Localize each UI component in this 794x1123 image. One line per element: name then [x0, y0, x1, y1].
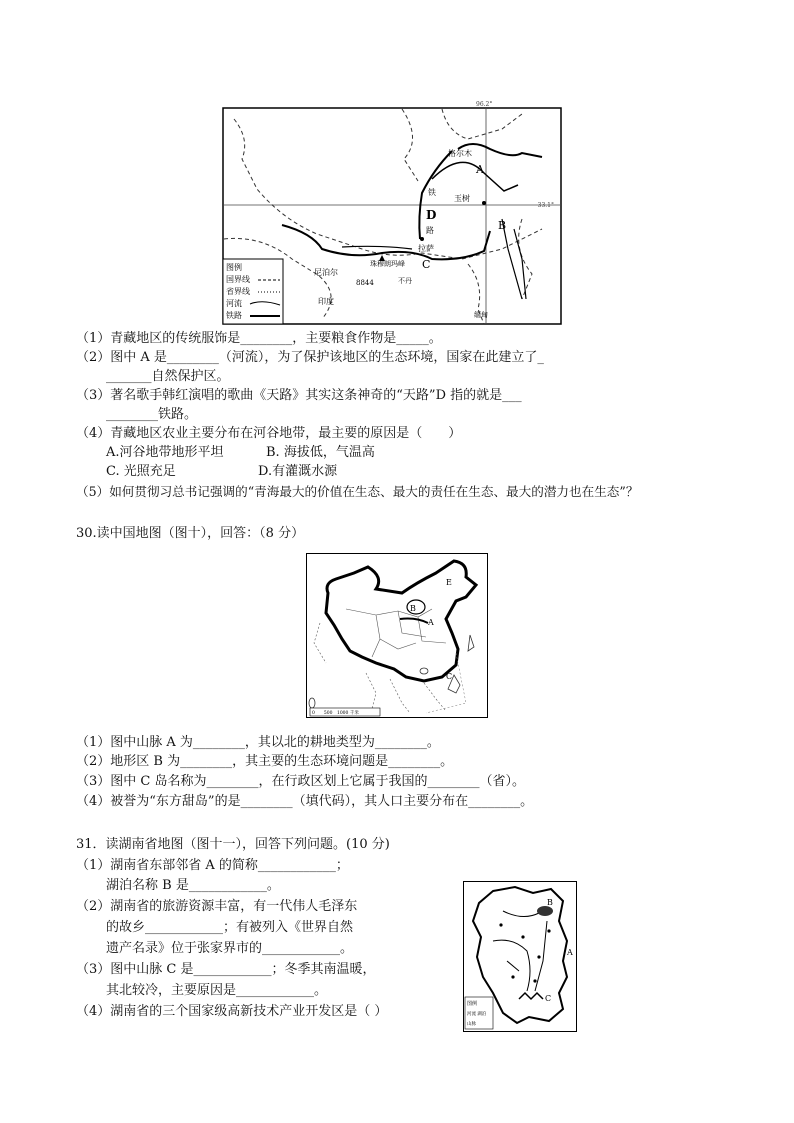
- q31-part2: （2）湖南省的旅游资源丰富，有一代伟人毛泽东: [76, 899, 358, 914]
- q31-title: 31．读湖南省地图（图十一），回答下列问题。(10 分): [76, 837, 390, 852]
- q29-part4: （4）青藏地区农业主要分布在河谷地带，最主要的原因是（ ）: [76, 426, 462, 441]
- lhasa-label: 拉萨: [418, 244, 434, 253]
- map1-legend: [223, 259, 283, 324]
- hunan-legend-title: 图例: [467, 1001, 478, 1007]
- q31-part1: （1）湖南省东部邻省 A 的简称____________；: [76, 858, 349, 873]
- q31-part2-cont2: 遗产名录》位于张家界市的____________。: [106, 941, 354, 956]
- letter-c: C: [422, 258, 431, 271]
- china-letter-c: C: [446, 672, 453, 681]
- q29-part2-cont: _______自然保护区。: [106, 369, 230, 384]
- q30-part4: （4）被誉为“东方甜岛”的是________（填代码），其人口主要分布在________。: [76, 794, 534, 809]
- q31-part4: （4）湖南省的三个国家级高新技术产业开发区是（ ）: [76, 1004, 388, 1019]
- bhutan-label: 不丹: [398, 277, 412, 285]
- letter-a: A: [476, 163, 484, 176]
- china-map: [306, 553, 488, 718]
- legend-title: 图例: [226, 263, 242, 272]
- q29-option-b: B. 海拔低，气温高: [266, 445, 375, 460]
- map3-legend: [465, 997, 493, 1029]
- height-label: 8844: [356, 279, 374, 287]
- latitude-label: 33.1°: [537, 202, 554, 209]
- china-letter-a: A: [428, 618, 434, 627]
- china-scale: 0 500 1000 千米: [312, 711, 359, 716]
- legend-provincial: 省界线: [226, 287, 250, 296]
- longitude-label: 96.2°: [476, 101, 493, 108]
- q29-part1: （1）青藏地区的传统服饰是________，主要粮食作物是_____。: [76, 331, 442, 346]
- q29-part3-cont: ________铁路。: [106, 407, 198, 422]
- lu-label: 路: [426, 226, 434, 235]
- q29-part3: （3）著名歌手韩红演唱的歌曲《天路》其实这条神奇的“天路”D 指的就是___: [76, 388, 522, 403]
- everest-label: 珠穆朗玛峰: [370, 260, 405, 268]
- china-letter-e: E: [446, 578, 452, 587]
- india-label: 印度: [318, 297, 334, 306]
- myanmar-label: 缅甸: [474, 311, 488, 319]
- qinghai-tibet-map: [222, 99, 562, 325]
- q29-option-a: A.河谷地带地形平坦: [106, 445, 224, 460]
- legend-river: 河流: [226, 299, 242, 308]
- yushu-label: 玉树: [454, 194, 470, 203]
- nepal-label: 尼泊尔: [314, 268, 338, 277]
- golmud-label: 格尔木: [448, 149, 472, 158]
- q31-part2-cont1: 的故乡____________；有被列入《世界自然: [106, 920, 354, 935]
- hunan-letter-a: A: [567, 948, 573, 957]
- q30-part2: （2）地形区 B 为________，其主要的生态环境问题是________。: [76, 754, 454, 769]
- q29-part5: （5）如何贯彻习总书记强调的“青海最大的价值在生态、最大的责任在生态、最大的潜力也在生态”？: [76, 484, 639, 499]
- q30-part3: （3）图中 C 岛名称为________，在行政区划上它属于我国的________（省）。: [76, 774, 525, 789]
- q30-part1: （1）图中山脉 A 为________，其以北的耕地类型为________。: [76, 735, 440, 750]
- q29-option-d: D.有灌溉水源: [258, 464, 338, 479]
- hunan-legend-mountain: 山脉: [467, 1022, 476, 1027]
- q31-part1-cont: 湖泊名称 B 是____________。: [106, 878, 280, 893]
- hunan-letter-c: C: [545, 994, 552, 1003]
- china-letter-b: B: [410, 604, 416, 613]
- q31-part3: （3）图中山脉 C 是____________；冬季其南温暖，: [76, 962, 376, 977]
- legend-national: 国界线: [226, 275, 250, 284]
- legend-railway: 铁路: [226, 311, 242, 320]
- hunan-legend-river: 河流 湖泊: [467, 1012, 487, 1017]
- tie-label: 铁: [428, 188, 436, 197]
- q29-option-c: C. 光照充足: [106, 464, 176, 479]
- letter-b: B: [498, 219, 507, 232]
- letter-d: D: [426, 208, 437, 222]
- hunan-map: [463, 881, 577, 1032]
- q29-part2: （2）图中 A 是________（河流），为了保护该地区的生态环境，国家在此建立了_: [76, 350, 544, 365]
- q30-title: 30.读中国地图（图十），回答：（8 分）: [76, 526, 305, 541]
- hunan-letter-b: B: [547, 898, 553, 907]
- q31-part3-cont: 其北较冷，主要原因是____________。: [106, 983, 328, 998]
